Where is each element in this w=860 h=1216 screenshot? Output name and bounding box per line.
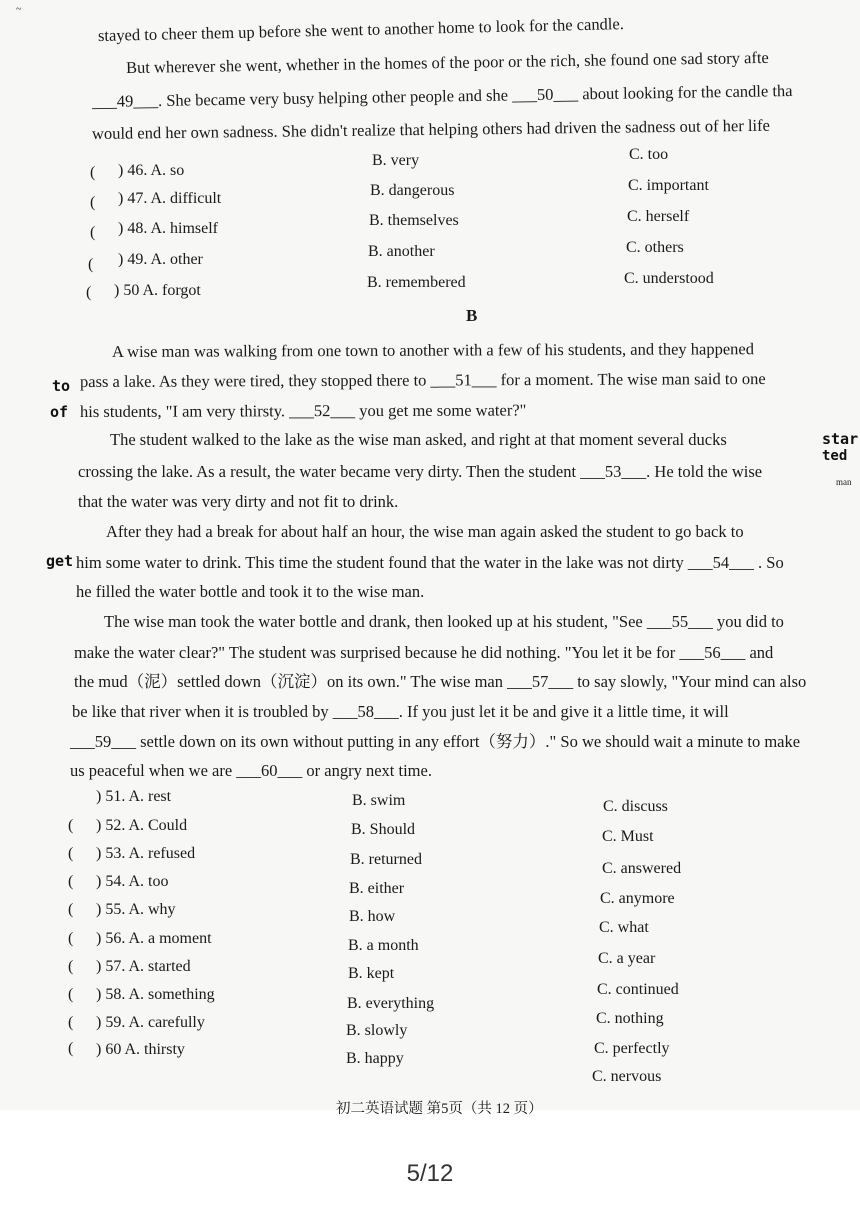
q-option-b: B. kept xyxy=(348,965,395,982)
page-indicator: 5/12 xyxy=(406,1160,454,1187)
passage-line: The wise man took the water bottle and drank, then looked up at his student, "See ___55___ you did to xyxy=(104,612,784,631)
q-option-a: ) 53. A. refused xyxy=(96,845,196,862)
q-option-b: B. themselves xyxy=(369,212,459,229)
q-paren: ( xyxy=(68,901,74,918)
passage-line: that the water was very dirty and not fit to drink. xyxy=(78,492,399,511)
q-option-c: C. important xyxy=(628,177,709,194)
handwritten-note: to xyxy=(52,377,71,395)
passage-line: would end her own sadness. She didn't realize that helping others had driven the sadness out of her life xyxy=(91,115,770,143)
q-option-b: B. Should xyxy=(351,821,416,838)
q-option-a: ) 55. A. why xyxy=(96,901,176,918)
passage-line: him some water to drink. This time the student found that the water in the lake was not dirty ___54___ . So xyxy=(76,553,784,572)
passage-line: the mud（泥）settled down（沉淀）on its own." The wise man ___57___ to say slowly, "Your mind can also xyxy=(74,672,807,691)
passage-line: The student walked to the lake as the wise man asked, and right at that moment several ducks xyxy=(110,430,727,449)
q-option-b: B. a month xyxy=(348,937,419,954)
q-option-a: ) 52. A. Could xyxy=(96,817,188,834)
passage-line: After they had a break for about half an hour, the wise man again asked the student to go back to xyxy=(106,522,744,541)
q-option-a: ) 51. A. rest xyxy=(96,788,172,805)
q-option-c: C. understood xyxy=(624,270,714,287)
q-option-c: C. too xyxy=(629,146,669,163)
q-option-b: B. how xyxy=(349,908,396,925)
q-option-b: B. everything xyxy=(347,995,435,1012)
q-option-b: B. another xyxy=(368,243,435,260)
q-option-c: C. a year xyxy=(598,950,656,967)
passage-line: ___49___. She became very busy helping other people and she ___50___ about looking for the candle tha xyxy=(91,80,793,111)
q-option-b: B. dangerous xyxy=(370,182,455,199)
q-option-c: C. answered xyxy=(602,860,682,877)
passage-line: us peaceful when we are ___60___ or angry next time. xyxy=(70,761,432,780)
q-option-b: B. either xyxy=(349,880,405,897)
q-paren: ( xyxy=(90,194,96,211)
q-option-c: C. continued xyxy=(597,981,679,998)
q-paren: ( xyxy=(86,284,92,301)
passage-line: he filled the water bottle and took it to the wise man. xyxy=(76,582,425,601)
passage-line: pass a lake. As they were tired, they stopped there to ___51___ for a moment. The wise man said to one xyxy=(79,369,766,391)
passage-line: ___59___ settle down on its own without putting in any effort（努力）." So we should wait a minute to make xyxy=(70,732,801,751)
q-paren: ( xyxy=(68,1040,74,1057)
q-option-a: ) 49. A. other xyxy=(118,251,203,268)
q-paren: ( xyxy=(68,873,74,890)
q-paren: ( xyxy=(90,224,96,241)
q-option-c: C. Must xyxy=(602,828,654,845)
q-option-a: ) 57. A. started xyxy=(96,958,191,975)
q-paren: ( xyxy=(68,930,74,947)
q-option-c: C. nervous xyxy=(592,1068,662,1085)
q-option-c: C. anymore xyxy=(600,890,675,907)
q-option-c: C. what xyxy=(599,919,649,936)
handwritten-note: star xyxy=(822,430,859,448)
q-option-b: B. remembered xyxy=(367,274,466,291)
q-paren: ( xyxy=(68,958,74,975)
passage-line: be like that river when it is troubled by ___58___. If you just let it be and give it a little time, it will xyxy=(72,702,729,721)
section-heading: B xyxy=(466,306,478,325)
q-paren: ( xyxy=(88,256,94,273)
q-option-c: C. perfectly xyxy=(594,1040,670,1057)
q-option-a: ) 46. A. so xyxy=(118,162,185,179)
passage-line: A wise man was walking from one town to another with a few of his students, and they happened xyxy=(111,339,755,361)
q-option-a: ) 48. A. himself xyxy=(118,220,218,237)
handwritten-note: of xyxy=(50,403,69,421)
handwritten-note: ted xyxy=(822,448,848,464)
q-option-a: ) 58. A. something xyxy=(96,986,215,1003)
q-option-c: C. herself xyxy=(627,208,690,225)
q-paren: ( xyxy=(90,164,96,181)
q-paren: ( xyxy=(68,1014,74,1031)
q-option-a: ) 56. A. a moment xyxy=(96,930,212,947)
q-option-c: C. discuss xyxy=(603,798,668,815)
q-option-a: ) 50 A. forgot xyxy=(114,282,201,299)
q-option-a: ) 47. A. difficult xyxy=(118,190,222,207)
q-option-b: B. happy xyxy=(346,1050,404,1067)
passage-line: crossing the lake. As a result, the water became very dirty. Then the student ___53___. He told the wise xyxy=(78,462,763,481)
q-option-c: C. nothing xyxy=(596,1010,664,1027)
q-option-a: ) 60 A. thirsty xyxy=(96,1041,185,1058)
passage-line: But wherever she went, whether in the homes of the poor or the rich, she found one sad story afte xyxy=(125,47,769,77)
handwritten-note: get xyxy=(46,552,74,570)
q-option-b: B. very xyxy=(372,152,420,169)
q-paren: ( xyxy=(68,986,74,1003)
page-footer: 初二英语试题 第5页（共 12 页） xyxy=(336,1101,543,1117)
passage-line: his students, "I am very thirsty. ___52___ you get me some water?" xyxy=(79,400,527,421)
q-option-a: ) 59. A. carefully xyxy=(96,1014,205,1031)
corner-mark: ~ xyxy=(16,4,22,15)
passage-line: make the water clear?" The student was surprised because he did nothing. "You let it be for ___56___ and xyxy=(74,643,774,662)
q-option-b: B. returned xyxy=(350,851,422,868)
q-option-c: C. others xyxy=(626,239,684,256)
q-option-b: B. slowly xyxy=(346,1022,408,1039)
q-paren: ( xyxy=(68,817,74,834)
passage-line: stayed to cheer them up before she went to another home to look for the candle. xyxy=(97,14,625,45)
q-paren: ( xyxy=(68,845,74,862)
subscript-note: man xyxy=(836,477,852,487)
q-option-b: B. swim xyxy=(352,792,406,809)
q-option-a: ) 54. A. too xyxy=(96,873,169,890)
